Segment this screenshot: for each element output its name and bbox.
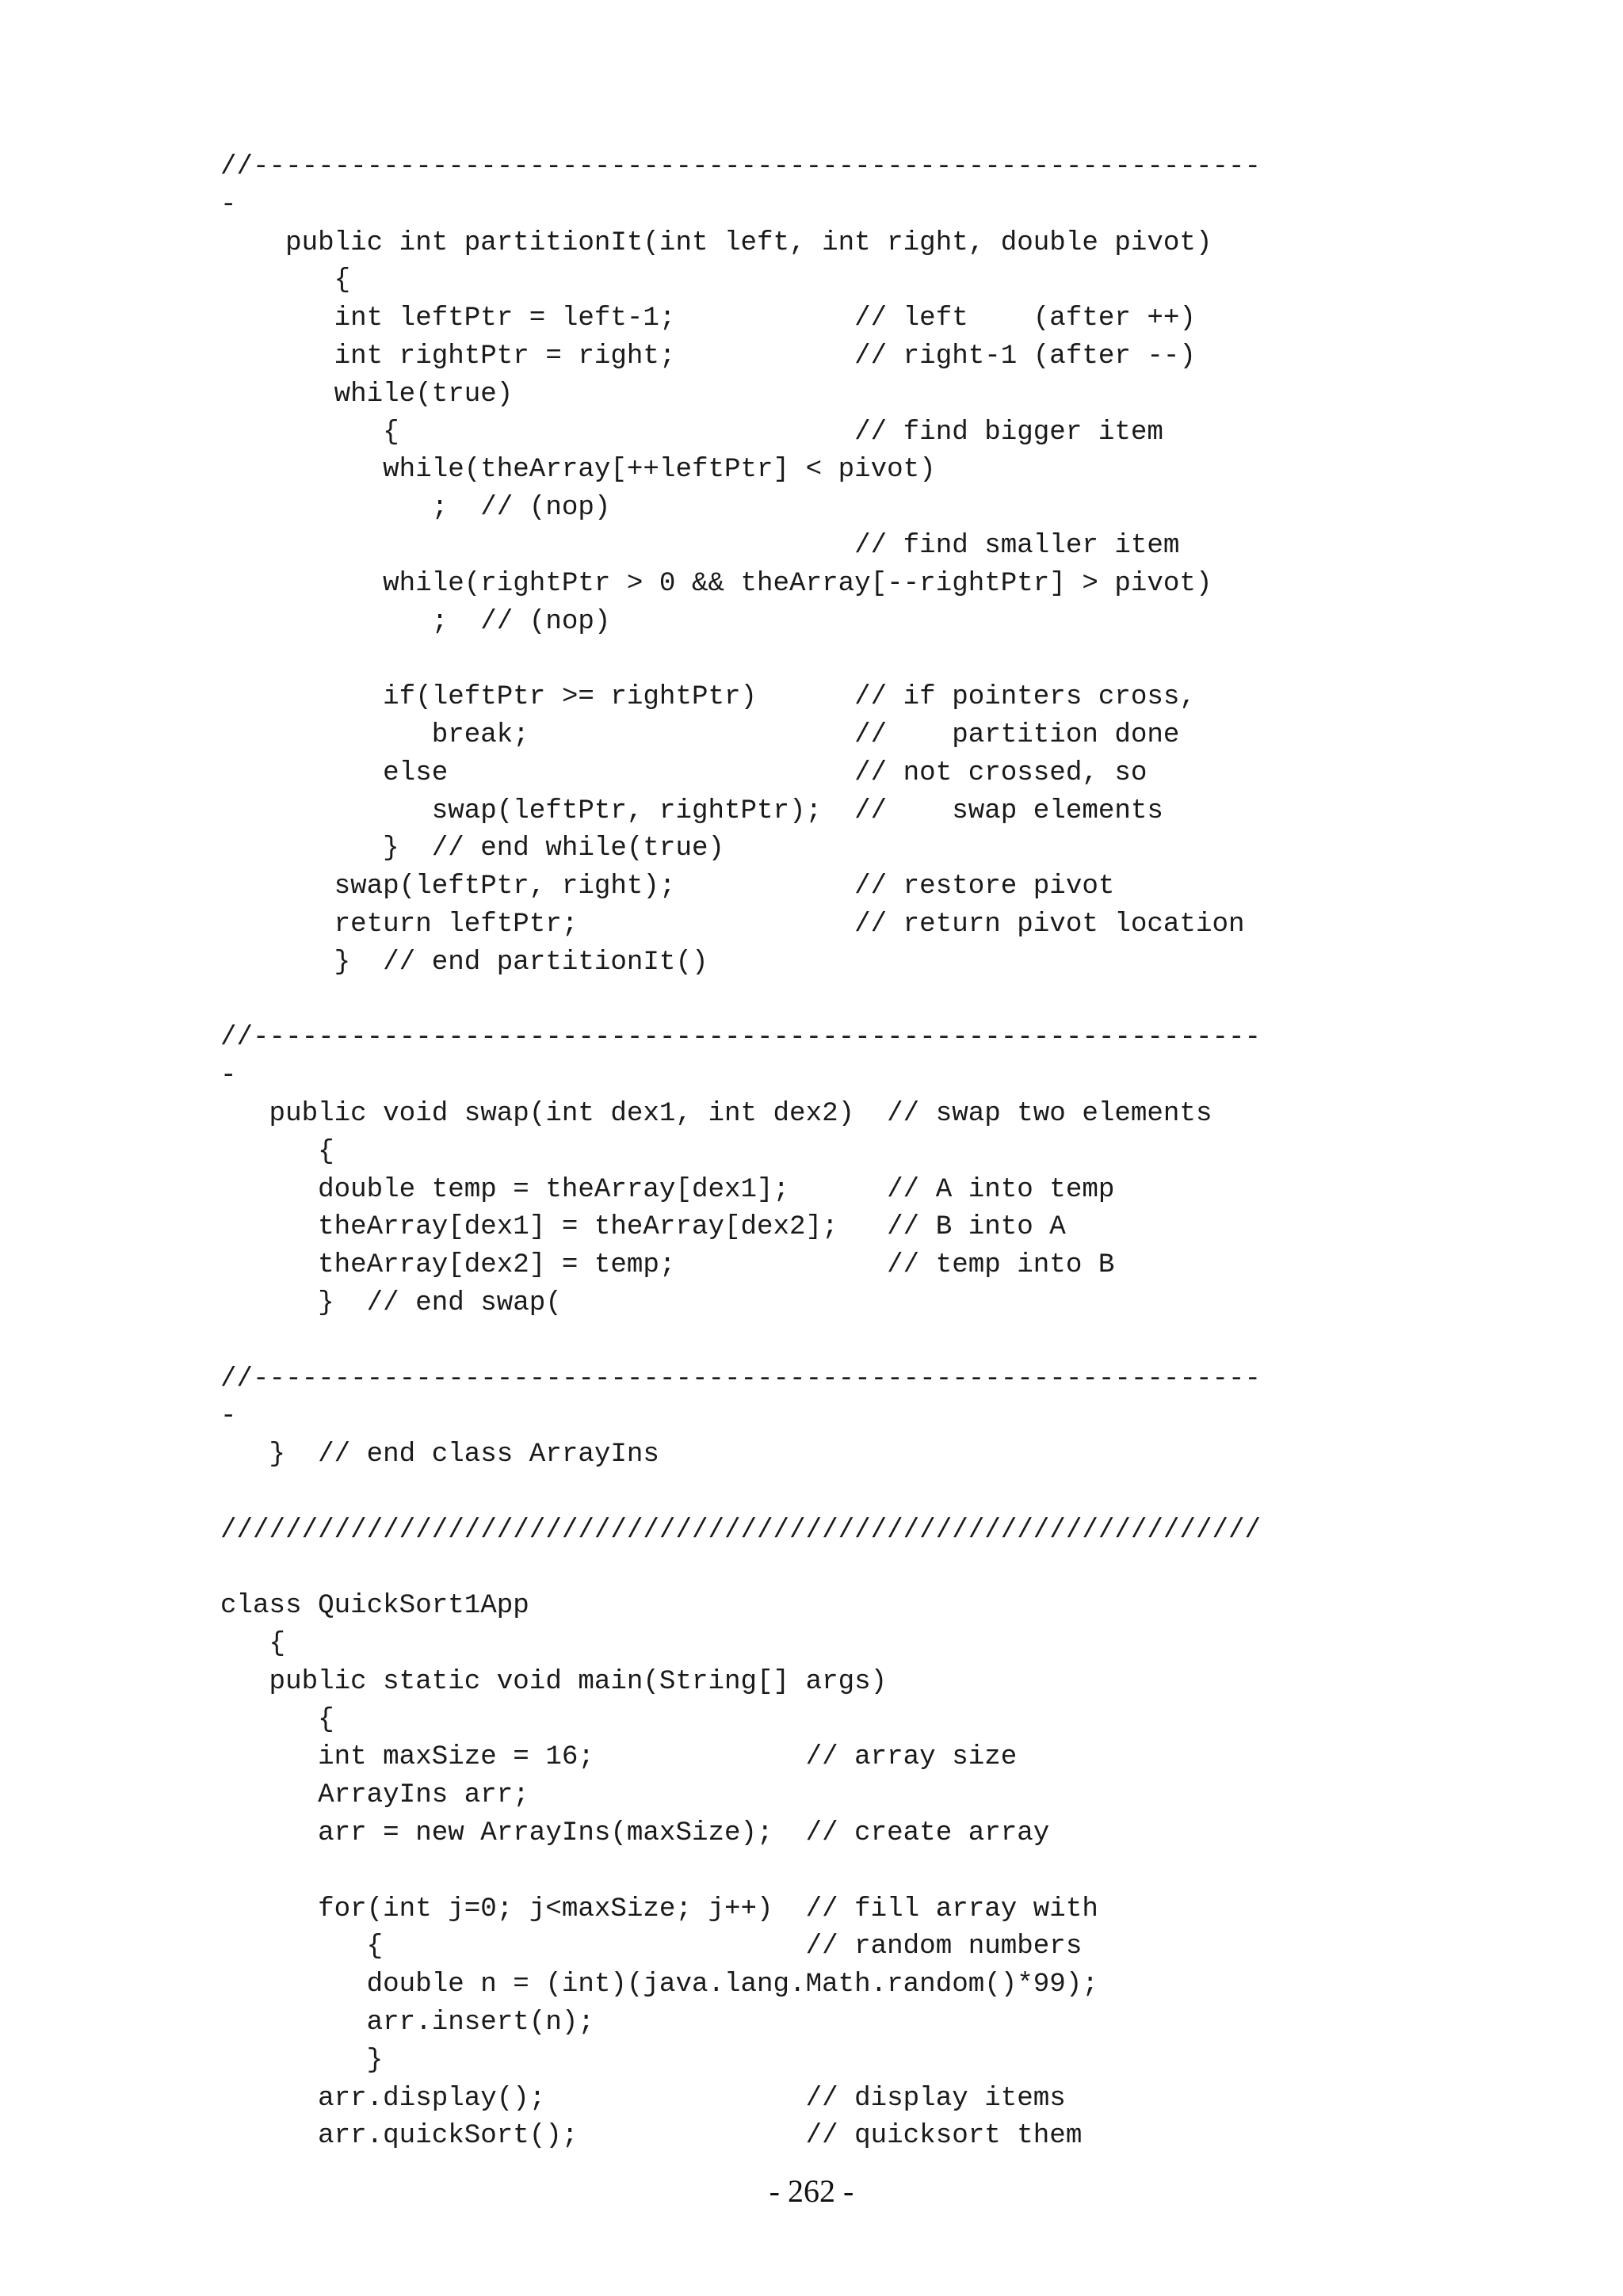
code-line: while(true): [220, 379, 514, 410]
code-line: [220, 1550, 1261, 1588]
code-line: -: [220, 1061, 237, 1092]
page-number: - 262 -: [769, 2173, 854, 2209]
code-line: ////////////////////////////////////////////////////////////////: [220, 1515, 1262, 1546]
code-line: while(rightPtr > 0 && theArray[--rightPtr] > pivot): [220, 568, 1212, 599]
code-line: public int partitionIt(int left, int right, double pivot): [220, 227, 1212, 258]
code-line: {: [220, 1136, 334, 1167]
code-line: [220, 1853, 1261, 1891]
code-line: [220, 1474, 1261, 1512]
code-line: public void swap(int dex1, int dex2) // swap two elements: [220, 1098, 1212, 1129]
code-line: {: [220, 265, 351, 296]
code-line: ; // (nop): [220, 493, 611, 524]
code-line: } // end while(true): [220, 833, 724, 864]
code-listing: [220, 149, 1261, 2156]
code-line: ; // (nop): [220, 606, 611, 637]
code-line: // find smaller item: [220, 530, 1180, 561]
code-line: -: [220, 1402, 237, 1432]
code-line: public static void main(String[] args): [220, 1666, 888, 1697]
code-line: //--------------------------------------------------------------: [220, 152, 1262, 182]
code-line: } // end partitionIt(): [220, 947, 708, 978]
code-line: [220, 1323, 1261, 1361]
code-line: arr.insert(n);: [220, 2008, 594, 2039]
code-line: int rightPtr = right; // right-1 (after --): [220, 341, 1196, 372]
code-line: theArray[dex2] = temp; // temp into B: [220, 1250, 1115, 1281]
code-line: //--------------------------------------------------------------: [220, 1023, 1262, 1054]
code-line: int maxSize = 16; // array size: [220, 1742, 1018, 1773]
code-line: { // random numbers: [220, 1932, 1083, 1962]
code-line: double n = (int)(java.lang.Math.random()*99);: [220, 1970, 1098, 2000]
code-line: while(theArray[++leftPtr] < pivot): [220, 455, 936, 486]
code-line: else // not crossed, so: [220, 757, 1148, 788]
code-line: { // find bigger item: [220, 417, 1163, 448]
code-line: [220, 982, 1261, 1020]
code-line: -: [220, 189, 237, 220]
code-line: [220, 641, 1261, 679]
code-line: }: [220, 2045, 384, 2076]
code-line: } // end class ArrayIns: [220, 1440, 659, 1470]
code-line: {: [220, 1704, 334, 1735]
code-line: {: [220, 1629, 286, 1660]
code-line: arr = new ArrayIns(maxSize); // create array: [220, 1818, 1050, 1849]
code-line: if(leftPtr >= rightPtr) // if pointers cross,: [220, 682, 1196, 713]
code-line: return leftPtr; // return pivot location: [220, 909, 1245, 940]
code-line: ArrayIns arr;: [220, 1780, 529, 1811]
code-line: } // end swap(: [220, 1287, 562, 1318]
code-line: int leftPtr = left-1; // left (after ++): [220, 303, 1196, 334]
code-line: for(int j=0; j<maxSize; j++) // fill array with: [220, 1894, 1098, 1924]
code-line: theArray[dex1] = theArray[dex2]; // B into A: [220, 1212, 1066, 1243]
code-line: //--------------------------------------------------------------: [220, 1363, 1262, 1394]
code-line: break; // partition done: [220, 719, 1180, 750]
code-line: swap(leftPtr, rightPtr); // swap elements: [220, 795, 1163, 826]
code-line: double temp = theArray[dex1]; // A into temp: [220, 1174, 1115, 1205]
code-line: arr.quickSort(); // quicksort them: [220, 2121, 1083, 2152]
code-line: class QuickSort1App: [220, 1591, 529, 1622]
code-line: swap(leftPtr, right); // restore pivot: [220, 871, 1115, 902]
code-line: arr.display(); // display items: [220, 2083, 1066, 2114]
